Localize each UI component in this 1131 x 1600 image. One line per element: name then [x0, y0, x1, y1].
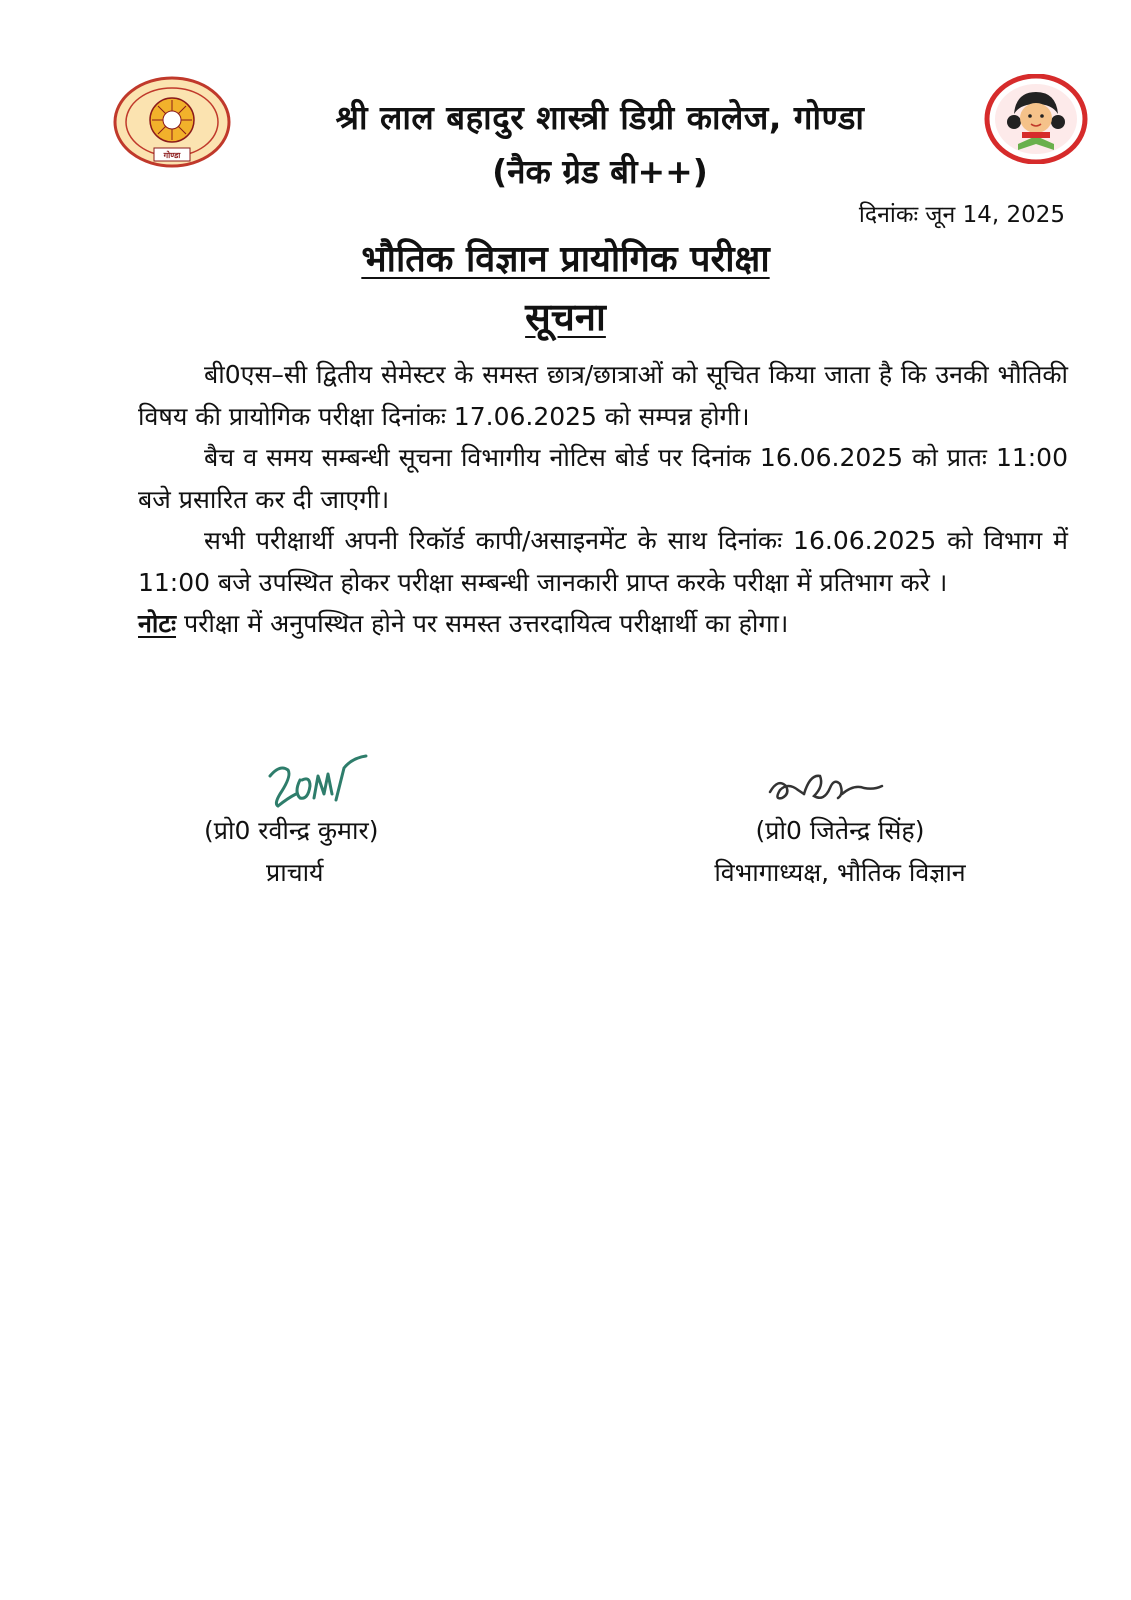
- college-seal-icon: [112, 76, 232, 168]
- hod-block: [670, 810, 1010, 894]
- college-name: श्री लाल बहादुर शास्त्री डिग्री कालेज, गोण्डा: [335, 98, 865, 137]
- hod-signature: [764, 764, 886, 810]
- subject-title-text: भौतिक विज्ञान प्रायोगिक परीक्षा: [361, 239, 770, 280]
- principal-designation: प्राचार्य: [266, 858, 324, 887]
- notice-date: दिनांकः जून 14, 2025: [858, 202, 1065, 228]
- college-logo: [112, 76, 232, 168]
- notice-body: [138, 354, 1068, 645]
- beti-bachao-logo: [984, 74, 1088, 164]
- note-label: नोटः: [138, 609, 177, 638]
- principal-signature: [266, 754, 376, 814]
- notice-heading-text: सूचना: [525, 295, 606, 339]
- principal-name: (प्रो0 रवीन्द्र कुमार): [204, 816, 379, 845]
- logo-bottom-text: गोण्डा: [163, 151, 181, 160]
- note-paragraph: [138, 603, 1068, 645]
- beti-bachao-icon: [984, 74, 1088, 164]
- note-text: परीक्षा में अनुपस्थित होने पर समस्त उत्तरदायित्व परीक्षार्थी का होगा।: [176, 609, 789, 638]
- paragraph-exam-date: बी0एस–सी द्वितीय सेमेस्टर के समस्त छात्र/छात्राओं को सूचित किया जाता है कि उनकी भौतिकी विषय की प्रायोगिक परीक्षा दिनांकः 17.06.2025 को सम्पन्न होगी।: [138, 360, 1068, 431]
- principal-block: [204, 810, 378, 894]
- hod-designation: विभागाध्यक्ष, भौतिक विज्ञान: [714, 858, 966, 887]
- naac-grade: (नैक ग्रेड बी++): [492, 152, 708, 191]
- subject-title: [0, 236, 1131, 284]
- paragraph-batch-info: बैच व समय सम्बन्धी सूचना विभागीय नोटिस बोर्ड पर दिनांक 16.06.2025 को प्रातः 11:00 बजे प्रसारित कर दी जाएगी।: [138, 443, 1068, 514]
- notice-heading: [0, 292, 1131, 342]
- paragraph-attendance: सभी परीक्षार्थी अपनी रिकॉर्ड कापी/असाइनमेंट के साथ दिनांकः 16.06.2025 को विभाग में 11:00 बजे उपस्थित होकर परीक्षा सम्बन्धी जानकारी प्राप्त करके परीक्षा में प्रतिभाग करे ।: [138, 526, 1068, 597]
- hod-name: (प्रो0 जितेन्द्र सिंह): [755, 816, 925, 845]
